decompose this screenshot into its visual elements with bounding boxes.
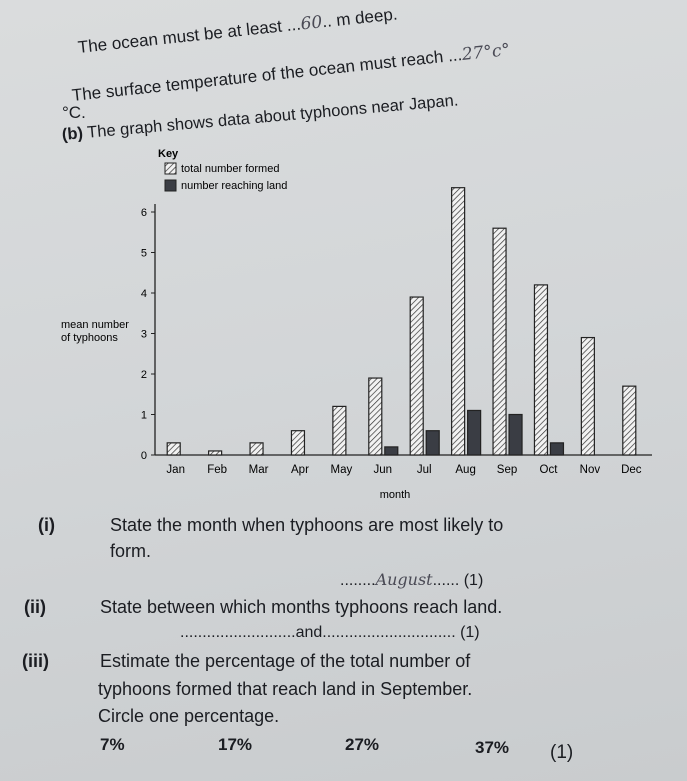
- bar-total-formed: [452, 188, 465, 455]
- x-tick-label: Feb: [207, 464, 228, 476]
- legend-swatch-total: [165, 163, 176, 174]
- x-tick-label: Nov: [579, 464, 601, 476]
- depth-question-line: [77, 4, 399, 57]
- bar-total-formed: [369, 378, 382, 455]
- bar-total-formed: [581, 338, 594, 455]
- bar-total-formed: [534, 285, 547, 455]
- question-iii-text-2: typhoons formed that reach land in September.: [98, 679, 473, 699]
- chart-axes: [141, 204, 652, 462]
- typhoon-bar-chart: [55, 140, 665, 510]
- option-7-percent[interactable]: 7%: [100, 735, 125, 754]
- x-tick-label: Oct: [539, 464, 558, 476]
- x-tick-label: Sep: [496, 464, 518, 476]
- legend-label-total: total number formed: [181, 163, 280, 175]
- depth-prefix: The ocean must be at least: [76, 16, 283, 57]
- bar-total-formed: [410, 297, 423, 455]
- bar-total-formed: [167, 443, 180, 455]
- temperature-unit: °C.: [62, 103, 86, 122]
- x-tick-label: Apr: [291, 464, 309, 476]
- question-ii-text: State between which months typhoons reach land.: [100, 597, 503, 617]
- question-i-answer: August: [375, 570, 433, 589]
- question-iii-text-3: Circle one percentage.: [98, 706, 280, 726]
- x-tick-label: Mar: [248, 464, 269, 476]
- y-tick-label: 5: [140, 247, 147, 260]
- bar-reaching-land: [426, 431, 439, 455]
- x-tick-label: Aug: [455, 464, 476, 476]
- x-tick-label: Jul: [416, 464, 432, 476]
- answer-dots-start: ........: [340, 572, 376, 589]
- bar-reaching-land: [385, 447, 398, 455]
- depth-answer: 60: [299, 12, 324, 35]
- x-tick-label: Jun: [373, 464, 393, 476]
- temp-answer: 27°c°: [460, 40, 511, 65]
- x-axis-label: month: [379, 489, 411, 501]
- question-iii-marks: (1): [550, 742, 574, 763]
- y-tick-label: 6: [140, 207, 147, 219]
- depth-suffix: .. m deep.: [321, 4, 399, 32]
- y-tick-label: 1: [140, 409, 147, 422]
- bar-total-formed: [291, 431, 304, 455]
- x-tick-label: Jan: [166, 464, 185, 476]
- bar-total-formed: [623, 386, 636, 455]
- question-i-answer-line: [340, 570, 483, 590]
- x-tick-label: Dec: [621, 464, 642, 476]
- answer-dots-end: ...... (1): [432, 572, 484, 589]
- part-b-text: The graph shows data about typhoons near Japan.: [86, 91, 460, 142]
- x-tick-labels: [166, 464, 641, 476]
- option-37-percent[interactable]: 37%: [475, 738, 510, 757]
- question-i-text-2: form.: [110, 541, 152, 561]
- x-tick-label: May: [330, 464, 353, 476]
- y-axis-label-line-2: of typhoons: [61, 332, 118, 344]
- question-ii-number: (ii): [24, 597, 46, 617]
- option-27-percent[interactable]: 27%: [345, 735, 380, 754]
- bar-total-formed: [333, 406, 346, 455]
- temp-prefix: The surface temperature of the ocean must reach: [70, 47, 445, 105]
- question-i-number: (i): [38, 515, 55, 535]
- chart-bars: [167, 188, 636, 455]
- bar-total-formed: [493, 228, 506, 455]
- bar-reaching-land: [468, 410, 481, 455]
- bar-reaching-land: [550, 443, 563, 455]
- question-ii-answer-line[interactable]: ..........................and.............................. (1): [180, 624, 480, 641]
- y-tick-label: 4: [140, 288, 147, 300]
- legend-label-land: number reaching land: [181, 180, 288, 192]
- y-tick-label: 0: [140, 450, 147, 462]
- y-tick-label: 2: [140, 369, 147, 381]
- depth-dots: ...: [285, 14, 302, 36]
- question-iii-number: (iii): [22, 651, 49, 671]
- temp-dots: ...: [446, 45, 463, 66]
- y-tick-label: 3: [140, 328, 147, 341]
- question-iii-text-1: Estimate the percentage of the total number of: [100, 651, 471, 671]
- bar-total-formed: [250, 443, 263, 455]
- legend-title: Key: [158, 148, 179, 160]
- bar-reaching-land: [509, 415, 522, 456]
- option-17-percent[interactable]: 17%: [218, 735, 253, 754]
- part-b-label: (b): [61, 124, 84, 144]
- y-axis-label-line-1: mean number: [61, 319, 129, 331]
- bar-total-formed: [209, 451, 222, 455]
- question-i-text-1: State the month when typhoons are most likely to: [110, 515, 504, 535]
- legend-swatch-land: [165, 180, 176, 191]
